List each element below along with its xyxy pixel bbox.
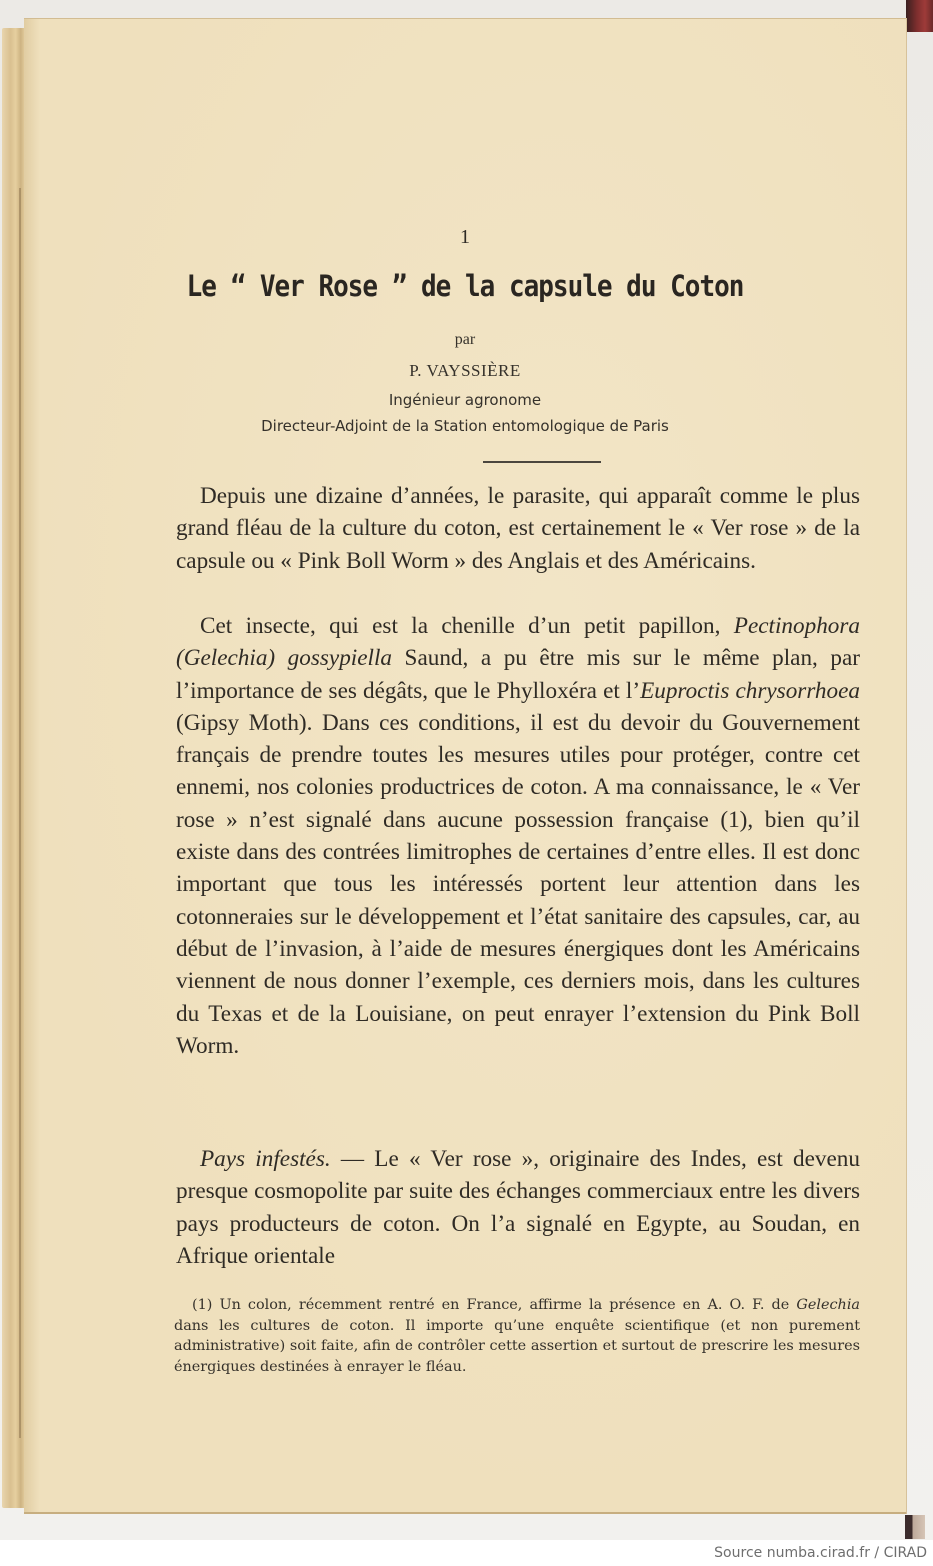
author-role: Ingénieur agronome (388, 391, 542, 409)
paragraph-text (176, 1143, 860, 1272)
title-divider (483, 461, 601, 463)
species-name: Pectinophora (Gelechia) gossypiella (176, 613, 860, 672)
byline-par: par (454, 331, 476, 348)
article-title: Le “ Ver Rose ” de la capsule du Coton (186, 270, 744, 304)
text-run: Cet insecte, qui est la chenille d’un petit papillon, (200, 613, 734, 639)
text-run: dans les cultures de coton. Il importe qu’une enquête scientifique (et non purement administrative) soit faite, afin de contrôler cette assertion et surtout de prescrire les mesures énergiques destinées à enrayer le fléau. (174, 1317, 860, 1375)
footnote-text (174, 1295, 860, 1377)
source-credit: Source numba.cirad.fr / CIRAD (714, 1545, 927, 1561)
paragraph-text: Depuis une dizaine d’années, le parasite, qui apparaît comme le plus grand fléau de la culture du coton, est certainement le « Ver rose » de la capsule ou « Pink Boll Worm » des Anglais et des Américains. (176, 483, 860, 574)
paragraph-intro (176, 480, 860, 577)
paragraph-infested-countries (176, 1143, 860, 1272)
book-spine-bottom (905, 1515, 925, 1539)
genus-name: Gelechia (796, 1297, 860, 1313)
book-spine-top (906, 0, 933, 32)
text-run: (1) Un colon, récemment rentré en France, affirme la présence en A. O. F. de (192, 1297, 797, 1313)
page-number: 1 (460, 226, 470, 248)
author-name: P. VAYSSIÈRE (409, 361, 521, 380)
footnote (174, 1295, 860, 1377)
paragraph-insect (176, 610, 860, 1062)
paragraph-text (176, 610, 860, 1062)
text-run: (Gipsy Moth). Dans ces conditions, il est du devoir du Gouvernement français de prendre toutes les mesures utiles pour protéger, contre cet ennemi, nos colonies productrices de coton. A ma connaissance, le « Ver rose » n’est signalé dans aucune possession française (1), bien qu’il existe dans des contrées limitrophes de certaines d’entre elles. Il est donc important que tous les intéressés portent leur attention dans les cotonneraies sur le développement et l’état sanitaire des capsules, car, au début de l’invasion, à l’aide de mesures énergiques dont les Américains viennent de nous donner l’exemple, ces derniers mois, dans les cultures du Texas et de la Louisiane, on peut enrayer l’extension du Pink Boll Worm. (176, 709, 860, 1059)
species-name: Euproctis chrysorrhoea (640, 677, 861, 704)
text-run: — Le « Ver rose », originaire des Indes, est devenu presque cosmopolite par suite des échanges commerciaux entre les divers pays producteurs de coton. On l’a signalé en Egypte, au Soudan, en Afrique orientale (176, 1146, 860, 1269)
section-lead: Pays infestés. (200, 1146, 331, 1172)
text-run: Saund, a pu être mis sur le même plan, par l’importance de ses dégâts, que le Phylloxéra et l’ (176, 645, 860, 704)
author-department: Directeur-Adjoint de la Station entomologique de Paris (261, 417, 669, 435)
